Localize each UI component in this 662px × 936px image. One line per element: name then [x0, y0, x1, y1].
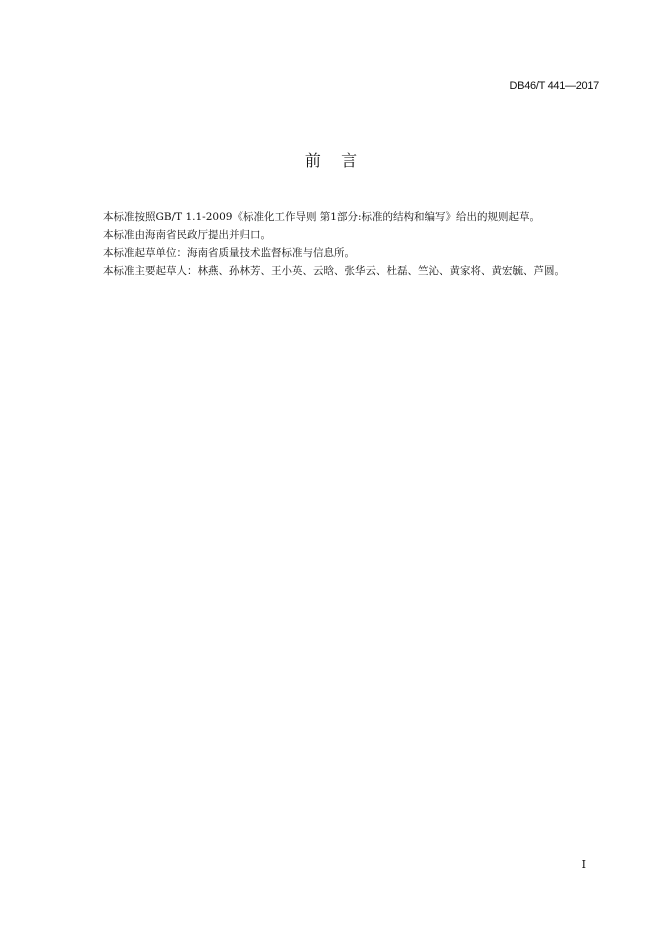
paragraph-drafting-rules: 本标准按照GB/T 1.1-2009《标准化工作导则 第1部分:标准的结构和编写》给出的规则起草。	[103, 211, 541, 223]
paragraph-drafting-unit: 本标准起草单位：海南省质量技术监督标准与信息所。	[103, 247, 355, 259]
paragraph-proposer: 本标准由海南省民政厅提出并归口。	[103, 229, 271, 241]
document-code: DB46/T 441—2017	[509, 80, 599, 92]
page-title: 前 言	[304, 151, 358, 170]
paragraph-drafters: 本标准主要起草人：林燕、孙林芳、王小英、云晗、张华云、杜磊、竺沁、黄家将、黄宏毓、芦圆。	[103, 265, 565, 277]
foreword-body	[103, 208, 603, 280]
page-number: I	[581, 858, 586, 871]
